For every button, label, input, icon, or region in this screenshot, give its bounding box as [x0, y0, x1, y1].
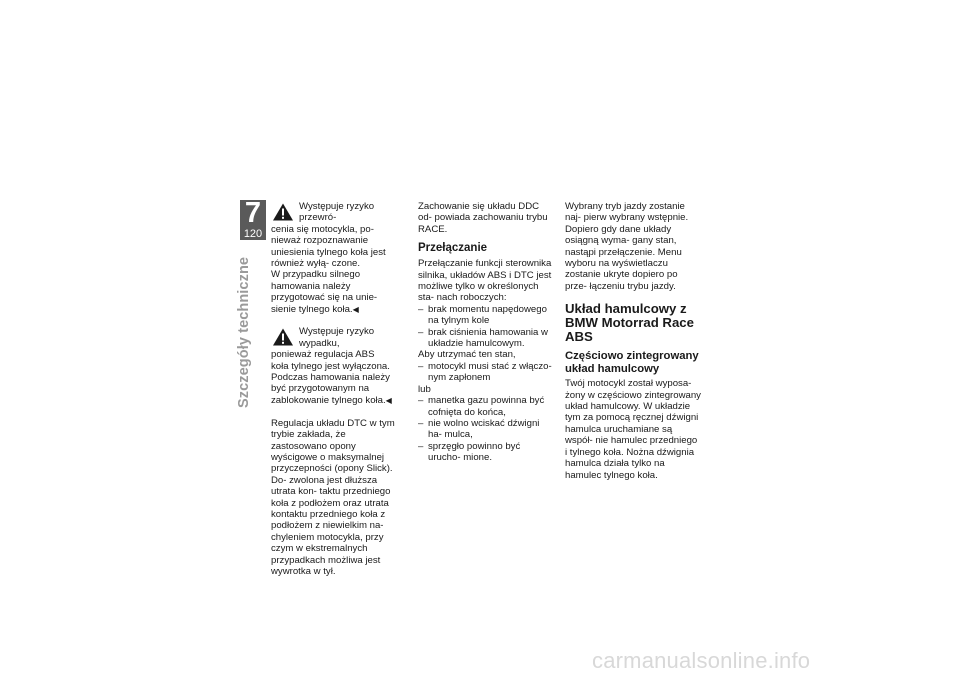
paragraph-ddc-behavior: Zachowanie się układu DDC od- powiada zachowaniu trybu RACE. — [418, 201, 548, 235]
column-1 — [271, 201, 404, 577]
paragraph-switching: Przełączanie funkcji sterownika silnika, układów ABS i DTC jest możliwe tylko w określonych sta- nach roboczych: — [418, 258, 552, 304]
chapter-tab — [240, 197, 266, 240]
chapter-number: 7 — [244, 197, 262, 229]
warning-block-1 — [271, 201, 404, 269]
column-3 — [565, 201, 701, 481]
paragraph-dtc-regulation: Regulacja układu DTC w tym trybie zakłada, że zastosowano opony wyścigowe o maksymalnej przyczepności (opony Slick). Do- zwolona jest dłuższa utrata kon- taktu przedniego koła z podłożem oraz utrata kontaktu przedniego koła z podłożem z niewielkim na- chyleniem motocykla, przy czym w ekstremalnych przypadkach możliwa jest wywrotka w tył. — [271, 417, 395, 577]
warning-1-line-2: cenia się motocykla, po- — [271, 223, 374, 235]
warning-triangle-icon — [272, 327, 294, 347]
list-item: – manetka gazu powinna być cofnięta do końca, — [418, 395, 552, 418]
end-mark-icon: ◀ — [352, 304, 359, 314]
chapter-title-vertical: Szczegóły techniczne — [236, 256, 252, 408]
warning-2-text-body: koła tylnego jest wyłączona. Podczas hamowania należy być przygotowanym na zablokowanie tylnego koła. — [271, 360, 390, 406]
column-2 — [418, 201, 552, 464]
paragraph-or: lub — [418, 383, 431, 395]
watermark: carmanualsonline.info — [592, 648, 811, 673]
warning-2-line-2: ponieważ regulacja ABS — [271, 349, 375, 361]
list-item: – brak ciśnienia hamowania w układzie hamulcowym. — [418, 327, 552, 350]
list-item: – motocykl musi stać z włączo- nym zapłonem — [418, 361, 552, 384]
warning-2-text — [271, 361, 404, 407]
paragraph-brake-description: Twój motocykl został wyposa- żony w częściowo zintegrowany układ hamulcowy. W układzie tym za pomocą ręcznej dźwigni hamulca uruchamiane są współ- nie hamulec przedniego i tylnego koła. Nożna dźwignia hamulca działa tylko na hamulec tylnego koła. — [565, 378, 701, 481]
warning-block-2 — [271, 326, 404, 406]
list-ignition — [418, 361, 552, 384]
list-operating-states — [418, 304, 552, 350]
warning-1-text: nieważ rozpoznawanie uniesienia tylnego koła jest również wyłą- czone. — [271, 235, 386, 270]
paragraph-mode-preselect: Wybrany tryb jazdy zostanie naj- pierw wybrany wstępnie. Dopiero gdy dane układy osiągną wyma- gany stan, nastąpi przełączenie. Menu wyboru na wyświetlaczu zostanie ukryte dopiero po prze- łączeniu trybu jazdy. — [565, 201, 689, 292]
list-item: – sprzęgło powinno być urucho- mione. — [418, 441, 552, 464]
warning-1-line-1: Występuje ryzyko przewró- — [299, 201, 375, 224]
list-controls — [418, 395, 552, 463]
heading-switching: Przełączanie — [418, 242, 488, 255]
paragraph-braking-lift-text: W przypadku silnego hamowania należy przygotować się na unie- sienie tylnego koła. — [271, 269, 378, 315]
paragraph-maintain-state: Aby utrzymać ten stan, — [418, 349, 516, 361]
warning-2-line-1: Występuje ryzyko wypadku, — [299, 326, 375, 349]
paragraph-braking-lift — [271, 269, 404, 315]
heading-partial-integral: Częściowo zintegrowany układ hamulcowy — [565, 350, 699, 376]
page-number: 120 — [243, 228, 263, 240]
heading-brake-system: Układ hamulcowy z BMW Motorrad Race ABS — [565, 301, 694, 345]
list-item: – brak momentu napędowego na tylnym kole — [418, 304, 552, 327]
list-item: – nie wolno wciskać dźwigni ha- mulca, — [418, 418, 552, 441]
warning-triangle-icon — [272, 202, 294, 222]
end-mark-icon: ◀ — [385, 395, 392, 405]
